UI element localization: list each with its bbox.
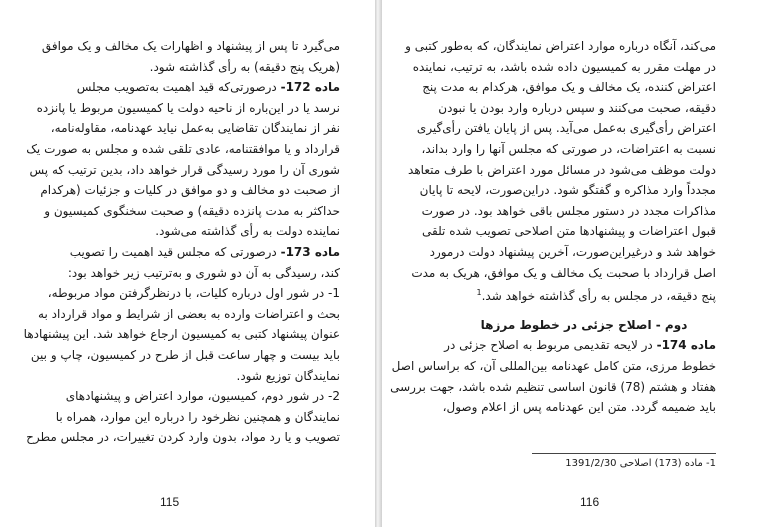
text-line: دقیقه، صحبت می‌کنند و سپس درباره وارد بودن یا نبودن (438, 100, 716, 115)
text-line: مذاکرات مجدد در دستور مجلس باقی خواهد بود. در صورت (421, 203, 716, 218)
right-page-text (390, 36, 716, 418)
text-line: نمایندگان توزیع شود. (236, 368, 340, 383)
book-gutter (375, 0, 382, 527)
left-page (0, 0, 375, 527)
text-line: اعتراض کننده، یک مخالف و یک موافق، هرکدام به مدت پنج (422, 80, 716, 95)
text-line: خطوط مرزی، متن کامل عهدنامه بین‌المللی آن، که براساس اصل (391, 358, 716, 373)
text-line: از صحبت دو مخالف و دو موافق در کلیات و جزئیات (هرکدام (40, 183, 340, 198)
text-line: نسبت به اعتراضات، در صورتی که مجلس آنها را وارد بداند، (421, 141, 716, 156)
text-line: شوری آن را مورد رسیدگی قرار خواهد داد، بدین ترتیب که پس (29, 162, 340, 177)
right-page (382, 0, 768, 527)
footnote: 1- ماده (173) اصلاحی 1391/2/30 (565, 458, 716, 469)
text-line: کند، رسیدگی به آن دو شوری و به‌ترتیب زیر خواهد بود: (67, 265, 340, 280)
text-line: بحث و اعتراضات وارده به بعضی از شرایط و مواد قرارداد به (38, 306, 340, 321)
text-line: مجدداً وارد مذاکره و گفتگو شود. دراین‌صورت، لایحه تا پایان (419, 183, 716, 198)
text-line: نرسد یا در این‌باره از ناحیه دولت یا کمیسیون مربوط یا پانزده (36, 100, 340, 115)
page-number: 115 (160, 495, 180, 509)
text-line: پنج دقیقه، در مجلس به رأی گذاشته خواهد شد. (481, 289, 716, 304)
text-line: می‌گیرد تا پس از پیشنهاد و اظهارات یک مخالف و یک موافق (41, 39, 340, 53)
text-line: خواهد شد و درغیراین‌صورت، آخرین پیشنهاد دولت درمورد (429, 244, 716, 259)
text-line: باید ضمیمه گردد. متن این عهدنامه پس از اعلام وصول، (442, 400, 716, 415)
text-line: حداکثر به مدت پانزده دقیقه) و صحبت سخنگوی کمیسیون و (44, 203, 340, 218)
text-line: 1- در شور اول درباره کلیات، با درنظرگرفتن مواد مربوطه، (47, 286, 340, 301)
text-line: (هریک پنج دقیقه) به رأی گذاشته شود. (149, 59, 340, 74)
page-number: 116 (580, 495, 600, 509)
article-label: ماده 172- (280, 80, 340, 95)
article-label: ماده 173- (280, 244, 340, 259)
section-heading: دوم - اصلاح جزئی در خطوط مرزها (480, 317, 688, 332)
text-line: هفتاد و هشتم (78) قانون اساسی تنظیم شده باشد، جهت بررسی (390, 379, 716, 394)
text-line: عنوان پیشنهاد کتبی به کمیسیون ارجاع خواهد شد. این پیشنهادها (23, 327, 340, 342)
text-line: نمایندگان و همچنین نظرخود را درباره این موارد، همراه با (55, 409, 340, 424)
text-line: دولت موظف می‌شود در مسائل مورد اعتراض با طرف متعاهد (408, 162, 716, 177)
text-line: نفر از نمایندگان تقاضایی به‌عمل نیاید عهدنامه، مقاوله‌نامه، (50, 121, 340, 136)
text-line: در مهلت مقرر به کمیسیون داده شده باشد، به ترتیب، نماینده (412, 59, 716, 74)
text-line: قرارداد و یا موافقتنامه، عادی تلقی شده و مجلس به صورت یک (26, 141, 340, 156)
text-line: 2- در شور دوم، کمیسیون، موارد اعتراض و پیشنهادهای (65, 389, 340, 404)
article-172-line: ماده 172- درصورتی‌که قید اهمیت به‌تصویب مجلس (76, 80, 340, 95)
text-line: اصل قرارداد با صحبت یک مخالف و یک موافق، هریک به مدت (411, 265, 716, 280)
footnote-separator (532, 453, 716, 454)
text-line: اعتراض رأی‌گیری به‌عمل می‌آید. پس از پایان یافتن رأی‌گیری (416, 121, 716, 136)
text-line: قبول اعتراضات و پیشنهادها متن اصلاحی تصویب شده تلقی (422, 224, 716, 239)
article-174-line: ماده 174- در لایحه تقدیمی مربوط به اصلاح جزئی در (444, 338, 716, 353)
text-line: باید بیست و چهار ساعت قبل از طرح در کمیسیون، چاپ و بین (30, 347, 340, 362)
text-line: نماینده دولت به رأی گذاشته می‌شود. (155, 224, 340, 239)
article-173-line: ماده 173- درصورتی که مجلس قید اهمیت را تصویب (69, 244, 340, 259)
text-line-with-footnote (452, 283, 716, 307)
footnote-marker: 1 (476, 288, 482, 298)
left-page-text (23, 36, 340, 448)
text-line: می‌کند، آنگاه درباره موارد اعتراض نمایندگان، که به‌طور کتبی و (405, 39, 716, 53)
article-label: ماده 174- (656, 338, 716, 353)
text-line: تصویب و یا رد مواد، بدون وارد کردن تغییرات، در مجلس مطرح (26, 430, 340, 445)
